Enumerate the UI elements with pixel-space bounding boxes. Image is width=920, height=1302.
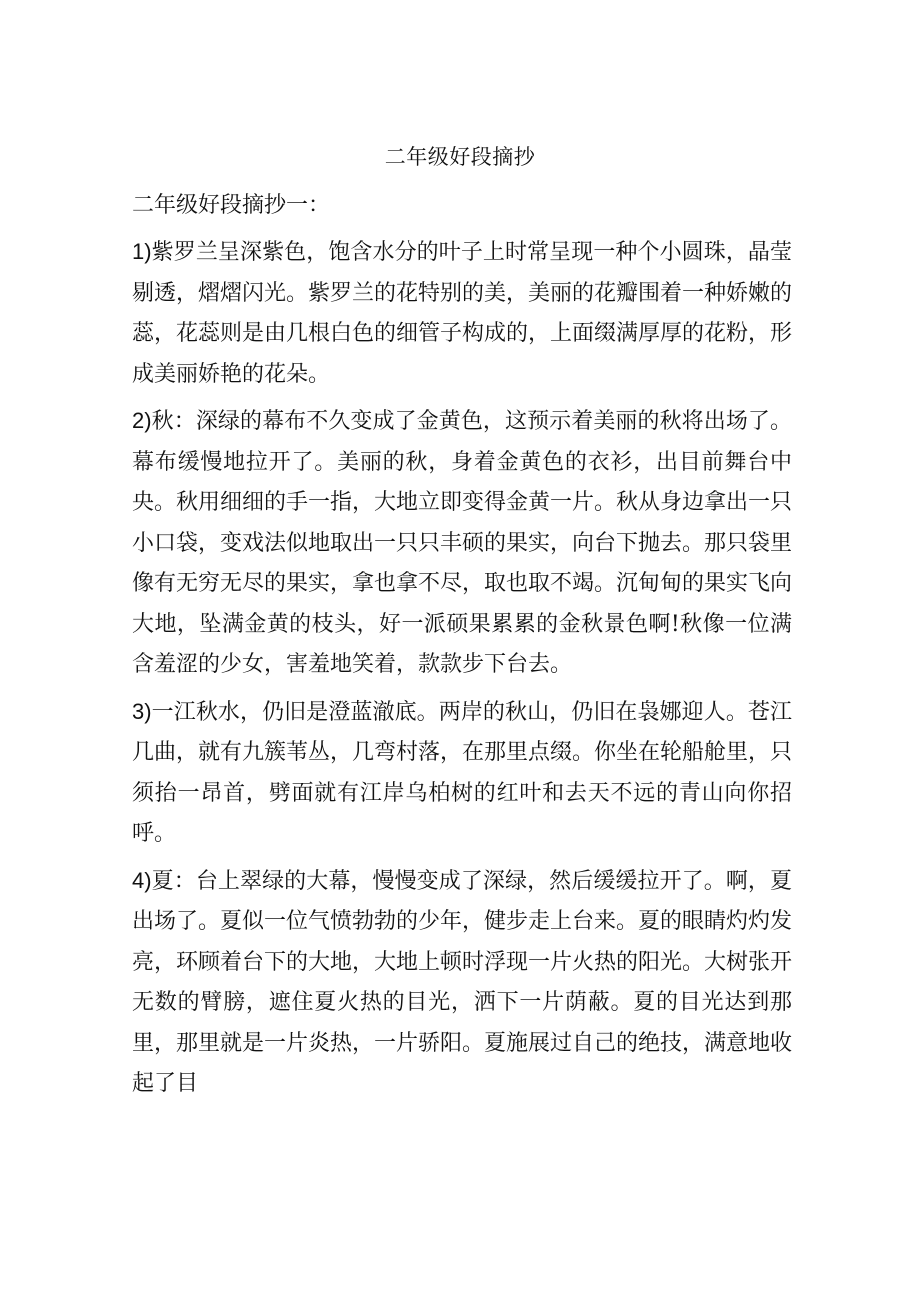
document-title: 二年级好段摘抄: [384, 145, 536, 169]
paragraph-number: 1): [132, 239, 152, 264]
document-body: [132, 186, 792, 1111]
paragraph-text: 夏：台上翠绿的大幕，慢慢变成了深绿，然后缓缓拉开了。啊，夏出场了。夏似一位气愤勃勃的少年，健步走上台来。夏的眼睛灼灼发亮，环顾着台下的大地，大地上顿时浮现一片火热的阳光。大树张开无数的臂膀，遮住夏火热的目光，洒下一片荫蔽。夏的目光达到那里，那里就是一片炎热，一片骄阳。夏施展过自己的绝技，满意地收起了目: [132, 868, 793, 1096]
paragraph-4: [132, 861, 792, 1105]
section-heading: 二年级好段摘抄一：: [132, 193, 331, 218]
paragraph-text: 紫罗兰呈深紫色，饱含水分的叶子上时常呈现一种个小圆珠，晶莹剔透，熠熠闪光。紫罗兰的花特别的美，美丽的花瓣围着一种娇嫩的蕊，花蕊则是由几根白色的细管子构成的，上面缀满厚厚的花粉，形成美丽娇艳的花朵。: [132, 240, 793, 387]
paragraph-number: 4): [132, 867, 152, 893]
paragraph-number: 2): [132, 408, 152, 433]
paragraph-text: 秋：深绿的幕布不久变成了金黄色，这预示着美丽的秋将出场了。幕布缓慢地拉开了。美丽的秋，身着金黄色的衣衫，出目前舞台中央。秋用细细的手一指，大地立即变得金黄一片。秋从身边拿出一只小口袋，变戏法似地取出一只只丰硕的果实，向台下抛去。那只袋里像有无穷无尽的果实，拿也拿不尽，取也取不竭。沉甸甸的果实飞向大地，坠满金黄的枝头，好一派硕果累累的金秋景色啊!秋像一位满含羞涩的少女，害羞地笑着，款款步下台去。: [132, 409, 793, 677]
paragraph-1: [132, 232, 792, 395]
paragraph-text: 一江秋水，仍旧是澄蓝澈底。两岸的秋山，仍旧在袅娜迎人。苍江几曲，就有九簇苇丛，几弯村落，在那里点缀。你坐在轮船舱里，只须抬一昂首，劈面就有江岸乌柏树的红叶和去天不远的青山向你招呼。: [132, 699, 793, 846]
paragraph-2: [132, 401, 792, 686]
paragraph-3: [132, 692, 792, 855]
paragraph-number: 3): [132, 698, 152, 724]
